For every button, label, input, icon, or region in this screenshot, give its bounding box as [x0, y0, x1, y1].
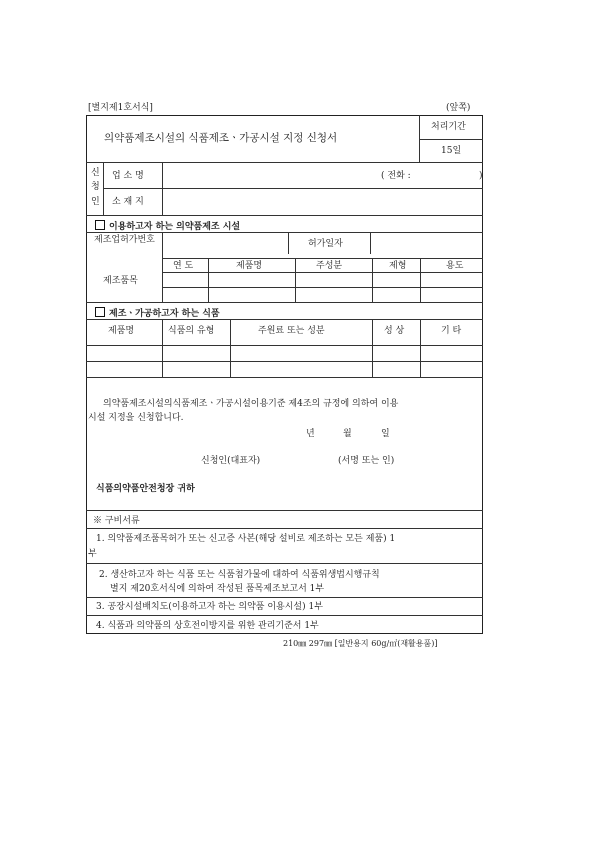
- checkbox-icon: [95, 307, 105, 317]
- form-title: 의약품제조시설의 식품제조ㆍ가공시설 지정 신청서: [104, 132, 338, 144]
- col-other: 기 타: [441, 326, 462, 336]
- checkbox-icon: [95, 220, 105, 230]
- document-item-3: 3. 공장시설배치도(이용하고자 하는 의약품 이용시설) 1부: [96, 602, 323, 612]
- processing-period-label: 처리기간: [431, 122, 466, 132]
- section2-heading: [95, 307, 220, 319]
- section1-heading-text: 이용하고자 하는 의약품제조 시설: [109, 222, 241, 232]
- document-item-2-cont: 별지 제20호서식에 의하여 작성된 품목제조보고서 1부: [110, 584, 325, 594]
- col-main-ingredient: 주성분: [316, 261, 343, 271]
- phone-close-paren: ): [479, 171, 483, 181]
- license-date-label: 허가일자: [308, 239, 343, 249]
- phone-label: ( 전화 :: [381, 171, 411, 181]
- document-item-4: 4. 식품과 의약품의 상호전이방지를 위한 관리기준서 1부: [96, 621, 319, 631]
- business-name-label: 업 소 명: [112, 171, 144, 181]
- applicant-label-2: 청: [91, 182, 100, 192]
- license-date-input[interactable]: [374, 235, 479, 252]
- document-item-2: 2. 생산하고자 하는 식품 또는 식품첨가물에 대하여 식품위생법시행규칙: [99, 570, 380, 580]
- document-item-1-cont: 부: [88, 549, 97, 559]
- form-reference: [별지제1호서식]: [88, 103, 153, 113]
- col-raw-material: 주원료 또는 성분: [258, 326, 325, 336]
- product-items-label: 제조품목: [103, 276, 138, 286]
- date-day: 일: [381, 429, 390, 439]
- col-usage: 용도: [446, 261, 464, 271]
- documents-heading: ※ 구비서류: [93, 516, 140, 526]
- document-item-1: 1. 의약품제조품목허가 또는 신고증 사본(해당 설비로 제조하는 모든 제품) 1: [96, 534, 396, 544]
- address-input[interactable]: [166, 192, 476, 211]
- col-properties: 성 상: [384, 326, 405, 336]
- signature-label: (서명 또는 인): [338, 456, 395, 466]
- statement-line-2: 시설 지정을 신청합니다.: [88, 413, 184, 423]
- business-name-input[interactable]: [166, 166, 376, 184]
- col-product-name: 제품명: [236, 261, 263, 271]
- page-side-label: (앞쪽): [446, 103, 471, 113]
- col-year: 연 도: [173, 261, 194, 271]
- col-food-type: 식품의 유형: [168, 326, 215, 336]
- phone-input[interactable]: [418, 166, 476, 184]
- address-label: 소 재 지: [112, 197, 144, 207]
- applicant-label-3: 인: [91, 197, 100, 207]
- applicant-representative-label: 신청인(대표자): [201, 456, 261, 466]
- date-year: 년: [306, 429, 315, 439]
- col-food-name: 제품명: [108, 326, 135, 336]
- applicant-label-1: 신: [91, 168, 100, 178]
- section1-heading: [95, 220, 240, 232]
- license-number-label: 제조업허가번호: [94, 235, 155, 245]
- applicant-name-input[interactable]: [276, 453, 334, 469]
- section2-heading-text: 제조ㆍ가공하고자 하는 식품: [109, 309, 220, 319]
- date-month: 월: [343, 429, 352, 439]
- statement-line-1: 의약품제조시설의식품제조ㆍ가공시설이용기준 제4조의 규정에 의하여 이용: [103, 399, 399, 409]
- addressee: 식품의약품안전청장 귀하: [96, 484, 195, 494]
- license-number-input[interactable]: [166, 235, 284, 252]
- col-dosage-form: 제형: [389, 261, 407, 271]
- processing-period-value: 15일: [441, 146, 462, 156]
- paper-spec-footer: 210㎜ 297㎜ [일반용지 60g/㎡(재활용품)]: [283, 639, 438, 648]
